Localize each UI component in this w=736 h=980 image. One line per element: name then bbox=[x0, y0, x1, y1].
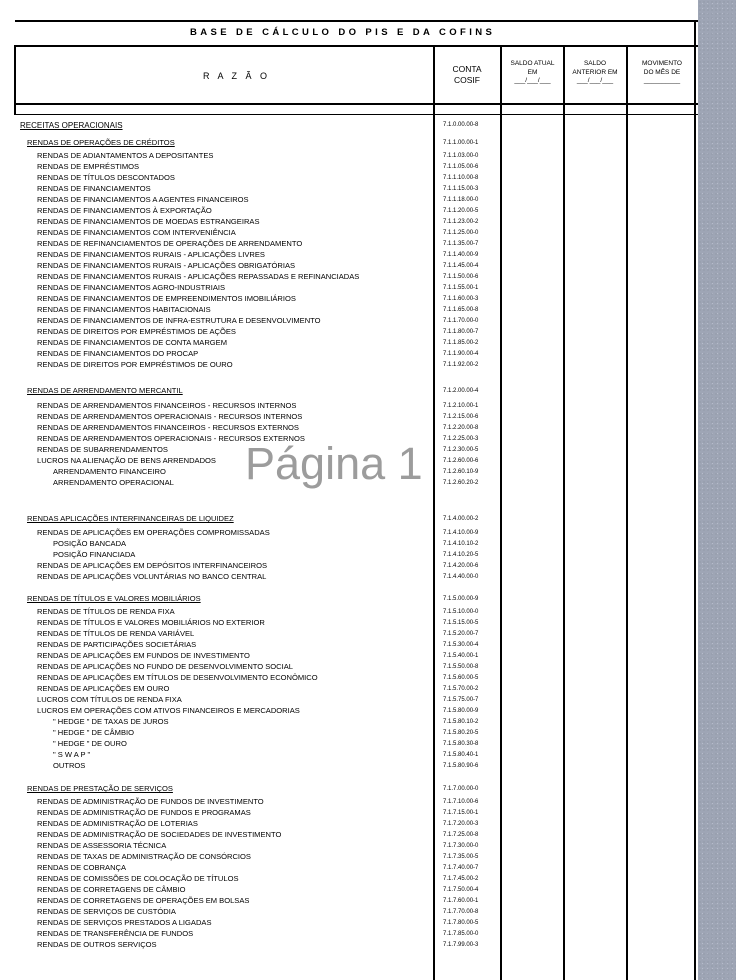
cosif-code: 7.1.1.15.00-3 bbox=[443, 186, 479, 192]
account-name: RENDAS DE TÍTULOS E VALORES MOBILIÁRIOS NO EXTERIOR bbox=[37, 620, 265, 627]
account-name: OUTROS bbox=[53, 763, 86, 770]
cosif-code: 7.1.7.70.00-8 bbox=[443, 909, 479, 915]
account-row bbox=[0, 217, 500, 228]
account-row bbox=[0, 784, 500, 795]
account-row bbox=[0, 412, 500, 423]
cosif-code: 7.1.1.25.00-0 bbox=[443, 230, 479, 236]
account-row bbox=[0, 673, 500, 684]
account-row bbox=[0, 550, 500, 561]
account-name: RENDAS DE FINANCIAMENTOS DE INFRA-ESTRUTURA E DESENVOLVIMENTO bbox=[37, 318, 321, 325]
account-name: RENDAS DE FINANCIAMENTOS DE EMPREENDIMENTOS IMOBILIÁRIOS bbox=[37, 296, 296, 303]
account-row bbox=[0, 272, 500, 283]
section-heading: RENDAS DE ARRENDAMENTO MERCANTIL bbox=[27, 388, 183, 395]
account-row bbox=[0, 327, 500, 338]
account-name: POSIÇÃO BANCADA bbox=[53, 541, 127, 548]
cosif-code: 7.1.4.00.00-2 bbox=[443, 516, 479, 522]
column-divider-saldo-anterior bbox=[563, 45, 565, 980]
cosif-code: 7.1.7.35.00-5 bbox=[443, 854, 479, 860]
account-name: RENDAS DE EMPRÉSTIMOS bbox=[37, 164, 140, 171]
account-row bbox=[0, 728, 500, 739]
account-row bbox=[0, 618, 500, 629]
account-name: RENDAS DE PARTICIPAÇÕES SOCIETÁRIAS bbox=[37, 642, 197, 649]
cosif-code: 7.1.0.00.00-8 bbox=[443, 122, 479, 128]
saldo-atual-line-1: SALDO ATUAL bbox=[510, 60, 555, 67]
account-name: RENDAS DE REFINANCIAMENTOS DE OPERAÇÕES DE ARRENDAMENTO bbox=[37, 241, 303, 248]
account-name: " HEDGE " DE TAXAS DE JUROS bbox=[53, 719, 169, 726]
account-name: RENDAS DE TÍTULOS DE RENDA VARIÁVEL bbox=[37, 631, 195, 638]
cosif-code: 7.1.1.60.00-3 bbox=[443, 296, 479, 302]
table-left-border bbox=[14, 45, 16, 115]
account-name: RENDAS DE DIREITOS POR EMPRÉSTIMOS DE AÇÕES bbox=[37, 329, 236, 336]
header-rule-bottom bbox=[15, 103, 698, 105]
account-name: RENDAS DE ADMINISTRAÇÃO DE FUNDOS DE INVESTIMENTO bbox=[37, 799, 264, 806]
account-name: RENDAS DE TAXAS DE ADMINISTRAÇÃO DE CONSÓRCIOS bbox=[37, 854, 251, 861]
account-row bbox=[0, 261, 500, 272]
account-name: RENDAS DE APLICAÇÕES EM OURO bbox=[37, 686, 170, 693]
cosif-code: 7.1.7.45.00-2 bbox=[443, 876, 479, 882]
section-heading: RENDAS DE PRESTAÇÃO DE SERVIÇOS bbox=[27, 786, 173, 793]
account-row bbox=[0, 528, 500, 539]
cosif-code: 7.1.5.80.00-9 bbox=[443, 708, 479, 714]
saldo-anterior-line-2: ANTERIOR EM bbox=[572, 68, 618, 76]
account-row bbox=[0, 706, 500, 717]
account-name: " S W A P " bbox=[53, 752, 91, 759]
cosif-code: 7.1.5.10.00-0 bbox=[443, 609, 479, 615]
account-row bbox=[0, 662, 500, 673]
column-divider-movimento bbox=[626, 45, 628, 980]
cosif-code: 7.1.1.10.00-8 bbox=[443, 175, 479, 181]
cosif-code: 7.1.5.00.00-9 bbox=[443, 596, 479, 602]
account-name: RENDAS DE ADIANTAMENTOS A DEPOSITANTES bbox=[37, 153, 214, 160]
account-name: RENDAS DE FINANCIAMENTOS HABITACIONAIS bbox=[37, 307, 211, 314]
account-name: RENDAS DE SERVIÇOS PRESTADOS A LIGADAS bbox=[37, 920, 212, 927]
account-name: RENDAS DE FINANCIAMENTOS DO PROCAP bbox=[37, 351, 199, 358]
cosif-code: 7.1.5.75.00-7 bbox=[443, 697, 479, 703]
account-row bbox=[0, 423, 500, 434]
account-row bbox=[0, 539, 500, 550]
cosif-code: 7.1.1.65.00-8 bbox=[443, 307, 479, 313]
column-divider-saldo-atual bbox=[500, 45, 502, 980]
account-name: RENDAS DE SUBARRENDAMENTOS bbox=[37, 447, 168, 454]
account-name: RENDAS DE TÍTULOS DE RENDA FIXA bbox=[37, 609, 175, 616]
saldo-atual-line-3: ___/___/___ bbox=[514, 77, 551, 84]
account-name: RENDAS DE TRANSFERÊNCIA DE FUNDOS bbox=[37, 931, 194, 938]
cosif-code: 7.1.1.85.00-2 bbox=[443, 340, 479, 346]
account-name: RENDAS DE ADMINISTRAÇÃO DE FUNDOS E PROGRAMAS bbox=[37, 810, 251, 817]
cosif-code: 7.1.7.50.00-4 bbox=[443, 887, 479, 893]
account-row bbox=[0, 717, 500, 728]
account-row bbox=[0, 940, 500, 951]
account-row bbox=[0, 808, 500, 819]
account-name: RENDAS DE OUTROS SERVIÇOS bbox=[37, 942, 157, 949]
section-heading: RENDAS DE OPERAÇÕES DE CRÉDITOS bbox=[27, 140, 175, 147]
conta-header-line: CONTA bbox=[452, 64, 482, 74]
cosif-code: 7.1.4.10.20-5 bbox=[443, 552, 479, 558]
account-name: ARRENDAMENTO OPERACIONAL bbox=[53, 480, 174, 487]
cosif-code: 7.1.4.10.00-9 bbox=[443, 530, 479, 536]
cosif-code: 7.1.7.15.00-1 bbox=[443, 810, 479, 816]
cosif-code: 7.1.2.00.00-4 bbox=[443, 388, 479, 394]
cosif-code: 7.1.4.40.00-0 bbox=[443, 574, 479, 580]
cosif-code: 7.1.2.25.00-3 bbox=[443, 436, 479, 442]
saldo-atual-line-2: EM bbox=[527, 68, 538, 76]
account-row bbox=[0, 640, 500, 651]
account-row bbox=[0, 120, 500, 131]
account-row bbox=[0, 651, 500, 662]
account-name: ARRENDAMENTO FINANCEIRO bbox=[53, 469, 166, 476]
account-name: LUCROS NA ALIENAÇÃO DE BENS ARRENDADOS bbox=[37, 458, 216, 465]
cosif-code: 7.1.5.20.00-7 bbox=[443, 631, 479, 637]
cosif-code: 7.1.5.80.30-8 bbox=[443, 741, 479, 747]
cosif-code: 7.1.1.40.00-9 bbox=[443, 252, 479, 258]
account-row bbox=[0, 173, 500, 184]
cosif-code: 7.1.1.90.00-4 bbox=[443, 351, 479, 357]
account-name: RENDAS DE APLICAÇÕES EM TÍTULOS DE DESENVOLVIMENTO ECONÔMICO bbox=[37, 675, 318, 682]
account-name: RENDAS DE ADMINISTRAÇÃO DE LOTERIAS bbox=[37, 821, 198, 828]
account-row bbox=[0, 761, 500, 772]
cosif-code: 7.1.1.55.00-1 bbox=[443, 285, 479, 291]
cosif-code: 7.1.2.60.10-9 bbox=[443, 469, 479, 475]
account-row bbox=[0, 797, 500, 808]
account-row bbox=[0, 228, 500, 239]
cosif-code: 7.1.1.00.00-1 bbox=[443, 140, 479, 146]
cosif-code: 7.1.5.80.10-2 bbox=[443, 719, 479, 725]
cosif-code: 7.1.7.60.00-1 bbox=[443, 898, 479, 904]
cosif-code: 7.1.2.20.00-8 bbox=[443, 425, 479, 431]
account-row bbox=[0, 184, 500, 195]
group-heading: RECEITAS OPERACIONAIS bbox=[20, 121, 123, 130]
cosif-code: 7.1.7.10.00-6 bbox=[443, 799, 479, 805]
account-row bbox=[0, 294, 500, 305]
account-name: RENDAS DE COMISSÕES DE COLOCAÇÃO DE TÍTULOS bbox=[37, 876, 239, 883]
account-name: RENDAS DE FINANCIAMENTOS COM INTERVENIÊNCIA bbox=[37, 230, 236, 237]
account-row bbox=[0, 841, 500, 852]
title-rule-bottom bbox=[15, 45, 698, 47]
account-name: RENDAS DE ASSESSORIA TÉCNICA bbox=[37, 843, 167, 850]
saldo-atual-header bbox=[501, 60, 564, 86]
cosif-code: 7.1.5.40.00-1 bbox=[443, 653, 479, 659]
cosif-code: 7.1.5.50.00-8 bbox=[443, 664, 479, 670]
cosif-code: 7.1.7.85.00-0 bbox=[443, 931, 479, 937]
page-watermark: Página 1 bbox=[245, 438, 423, 489]
account-row bbox=[0, 907, 500, 918]
cosif-code: 7.1.5.80.20-5 bbox=[443, 730, 479, 736]
account-row bbox=[0, 305, 500, 316]
cosif-code: 7.1.5.60.00-5 bbox=[443, 675, 479, 681]
cosif-code: 7.1.1.18.00-0 bbox=[443, 197, 479, 203]
movimento-header bbox=[627, 60, 697, 86]
account-name: LUCROS EM OPERAÇÕES COM ATIVOS FINANCEIROS E MERCADORIAS bbox=[37, 708, 300, 715]
account-row bbox=[0, 195, 500, 206]
account-row bbox=[0, 206, 500, 217]
saldo-anterior-line-1: SALDO bbox=[583, 60, 607, 67]
cosif-code: 7.1.1.35.00-7 bbox=[443, 241, 479, 247]
cosif-code: 7.1.4.20.00-6 bbox=[443, 563, 479, 569]
cosif-code: 7.1.4.10.10-2 bbox=[443, 541, 479, 547]
cosif-code: 7.1.7.20.00-3 bbox=[443, 821, 479, 827]
account-name: RENDAS DE FINANCIAMENTOS DE MOEDAS ESTRANGEIRAS bbox=[37, 219, 260, 226]
cosif-code: 7.1.5.80.90-6 bbox=[443, 763, 479, 769]
account-name: RENDAS DE FINANCIAMENTOS DE CONTA MARGEM bbox=[37, 340, 228, 347]
saldo-anterior-line-3: ___/___/___ bbox=[576, 77, 614, 84]
account-name: RENDAS DE FINANCIAMENTOS À EXPORTAÇÃO bbox=[37, 208, 212, 215]
account-row bbox=[0, 863, 500, 874]
account-name: RENDAS DE ARRENDAMENTOS FINANCEIROS - RECURSOS EXTERNOS bbox=[37, 425, 299, 432]
account-row bbox=[0, 695, 500, 706]
movimento-line-3: __________ bbox=[643, 77, 681, 84]
account-name: RENDAS DE FINANCIAMENTOS AGRO-INDUSTRIAIS bbox=[37, 285, 226, 292]
account-name: RENDAS DE APLICAÇÕES NO FUNDO DE DESENVOLVIMENTO SOCIAL bbox=[37, 664, 293, 671]
account-name: RENDAS DE FINANCIAMENTOS RURAIS - APLICAÇÕES REPASSADAS E REFINANCIADAS bbox=[37, 274, 360, 281]
account-row bbox=[0, 349, 500, 360]
table-right-border bbox=[694, 20, 696, 980]
account-row bbox=[0, 819, 500, 830]
cosif-code: 7.1.5.30.00-4 bbox=[443, 642, 479, 648]
cosif-code: 7.1.1.23.00-2 bbox=[443, 219, 479, 225]
account-row bbox=[0, 151, 500, 162]
account-name: " HEDGE " DE CÂMBIO bbox=[53, 730, 134, 737]
cosif-code: 7.1.2.60.20-2 bbox=[443, 480, 479, 486]
account-row bbox=[0, 514, 500, 525]
account-name: RENDAS DE ARRENDAMENTOS OPERACIONAIS - RECURSOS EXTERNOS bbox=[37, 436, 305, 443]
account-row bbox=[0, 239, 500, 250]
account-name: RENDAS DE TÍTULOS DESCONTADOS bbox=[37, 175, 175, 182]
cosif-code: 7.1.1.80.00-7 bbox=[443, 329, 479, 335]
account-row bbox=[0, 896, 500, 907]
account-name: RENDAS DE FINANCIAMENTOS A AGENTES FINANCEIROS bbox=[37, 197, 249, 204]
account-row bbox=[0, 684, 500, 695]
document-title: BASE DE CÁLCULO DO PIS E DA COFINS bbox=[190, 27, 496, 38]
account-name: RENDAS DE CORRETAGENS DE OPERAÇÕES EM BOLSAS bbox=[37, 898, 250, 905]
razao-column-header: R A Z Ã O bbox=[203, 71, 271, 81]
account-row bbox=[0, 874, 500, 885]
account-name: POSIÇÃO FINANCIADA bbox=[53, 552, 136, 559]
account-row bbox=[0, 852, 500, 863]
movimento-line-2: DO MÊS DE bbox=[643, 68, 681, 76]
cosif-code: 7.1.5.15.00-5 bbox=[443, 620, 479, 626]
account-row bbox=[0, 572, 500, 583]
account-name: " HEDGE " DE OURO bbox=[53, 741, 127, 748]
cosif-code: 7.1.1.92.00-2 bbox=[443, 362, 479, 368]
account-row bbox=[0, 338, 500, 349]
account-row bbox=[0, 830, 500, 841]
account-row bbox=[0, 629, 500, 640]
account-row bbox=[0, 316, 500, 327]
account-name: RENDAS DE APLICAÇÕES EM OPERAÇÕES COMPROMISSADAS bbox=[37, 530, 270, 537]
cosif-code: 7.1.1.05.00-6 bbox=[443, 164, 479, 170]
account-row bbox=[0, 138, 500, 149]
account-name: RENDAS DE FINANCIAMENTOS RURAIS - APLICAÇÕES LIVRES bbox=[37, 252, 265, 259]
cosif-code: 7.1.2.60.00-6 bbox=[443, 458, 479, 464]
account-name: RENDAS DE APLICAÇÕES VOLUNTÁRIAS NO BANCO CENTRAL bbox=[37, 574, 267, 581]
account-row bbox=[0, 607, 500, 618]
cosif-code: 7.1.2.30.00-5 bbox=[443, 447, 479, 453]
section-heading: RENDAS APLICAÇÕES INTERFINANCEIRAS DE LIQUIDEZ bbox=[27, 516, 234, 523]
account-name: RENDAS DE DIREITOS POR EMPRÉSTIMOS DE OURO bbox=[37, 362, 233, 369]
cosif-code: 7.1.2.15.00-6 bbox=[443, 414, 479, 420]
account-row bbox=[0, 929, 500, 940]
cosif-code: 7.1.7.40.00-7 bbox=[443, 865, 479, 871]
account-name: RENDAS DE ARRENDAMENTOS OPERACIONAIS - RECURSOS INTERNOS bbox=[37, 414, 303, 421]
account-row bbox=[0, 283, 500, 294]
conta-cosif-header bbox=[434, 64, 500, 86]
movimento-line-1: MOVIMENTO bbox=[642, 60, 682, 67]
cosif-code: 7.1.7.25.00-8 bbox=[443, 832, 479, 838]
account-name: RENDAS DE COBRANÇA bbox=[37, 865, 127, 872]
account-row bbox=[0, 250, 500, 261]
cosif-code: 7.1.7.30.00-0 bbox=[443, 843, 479, 849]
saldo-anterior-header bbox=[564, 60, 626, 86]
cosif-code: 7.1.7.99.00-3 bbox=[443, 942, 479, 948]
account-row bbox=[0, 401, 500, 412]
account-row bbox=[0, 360, 500, 371]
window-background-frame bbox=[698, 0, 736, 980]
cosif-code: 7.1.5.80.40-1 bbox=[443, 752, 479, 758]
account-row bbox=[0, 918, 500, 929]
cosif-code: 7.1.1.50.00-6 bbox=[443, 274, 479, 280]
account-name: RENDAS DE CORRETAGENS DE CÂMBIO bbox=[37, 887, 186, 894]
account-name: RENDAS DE FINANCIAMENTOS bbox=[37, 186, 151, 193]
cosif-code: 7.1.1.20.00-5 bbox=[443, 208, 479, 214]
account-name: RENDAS DE ADMINISTRAÇÃO DE SOCIEDADES DE INVESTIMENTO bbox=[37, 832, 282, 839]
account-row bbox=[0, 594, 500, 605]
account-name: RENDAS DE APLICAÇÕES EM DEPÓSITOS INTERFINANCEIROS bbox=[37, 563, 268, 570]
cosif-code: 7.1.1.45.00-4 bbox=[443, 263, 479, 269]
cosif-code: 7.1.7.00.00-0 bbox=[443, 786, 479, 792]
account-row bbox=[0, 162, 500, 173]
body-rule-top bbox=[15, 114, 698, 115]
account-name: RENDAS DE ARRENDAMENTOS FINANCEIROS - RECURSOS INTERNOS bbox=[37, 403, 297, 410]
account-row bbox=[0, 386, 500, 397]
account-row bbox=[0, 561, 500, 572]
account-name: RENDAS DE FINANCIAMENTOS RURAIS - APLICAÇÕES OBRIGATÓRIAS bbox=[37, 263, 296, 270]
title-rule-top bbox=[15, 20, 698, 22]
cosif-code: 7.1.1.03.00-0 bbox=[443, 153, 479, 159]
account-name: RENDAS DE APLICAÇÕES EM FUNDOS DE INVESTIMENTO bbox=[37, 653, 250, 660]
cosif-code: 7.1.1.70.00-0 bbox=[443, 318, 479, 324]
cosif-code: 7.1.2.10.00-1 bbox=[443, 403, 479, 409]
account-name: LUCROS COM TÍTULOS DE RENDA FIXA bbox=[37, 697, 182, 704]
cosif-header-line: COSIF bbox=[454, 75, 480, 85]
cosif-code: 7.1.5.70.00-2 bbox=[443, 686, 479, 692]
account-name: RENDAS DE SERVIÇOS DE CUSTÓDIA bbox=[37, 909, 176, 916]
account-row bbox=[0, 885, 500, 896]
cosif-code: 7.1.7.80.00-5 bbox=[443, 920, 479, 926]
account-row bbox=[0, 739, 500, 750]
account-row bbox=[0, 750, 500, 761]
section-heading: RENDAS DE TÍTULOS E VALORES MOBILIÁRIOS bbox=[27, 596, 201, 603]
